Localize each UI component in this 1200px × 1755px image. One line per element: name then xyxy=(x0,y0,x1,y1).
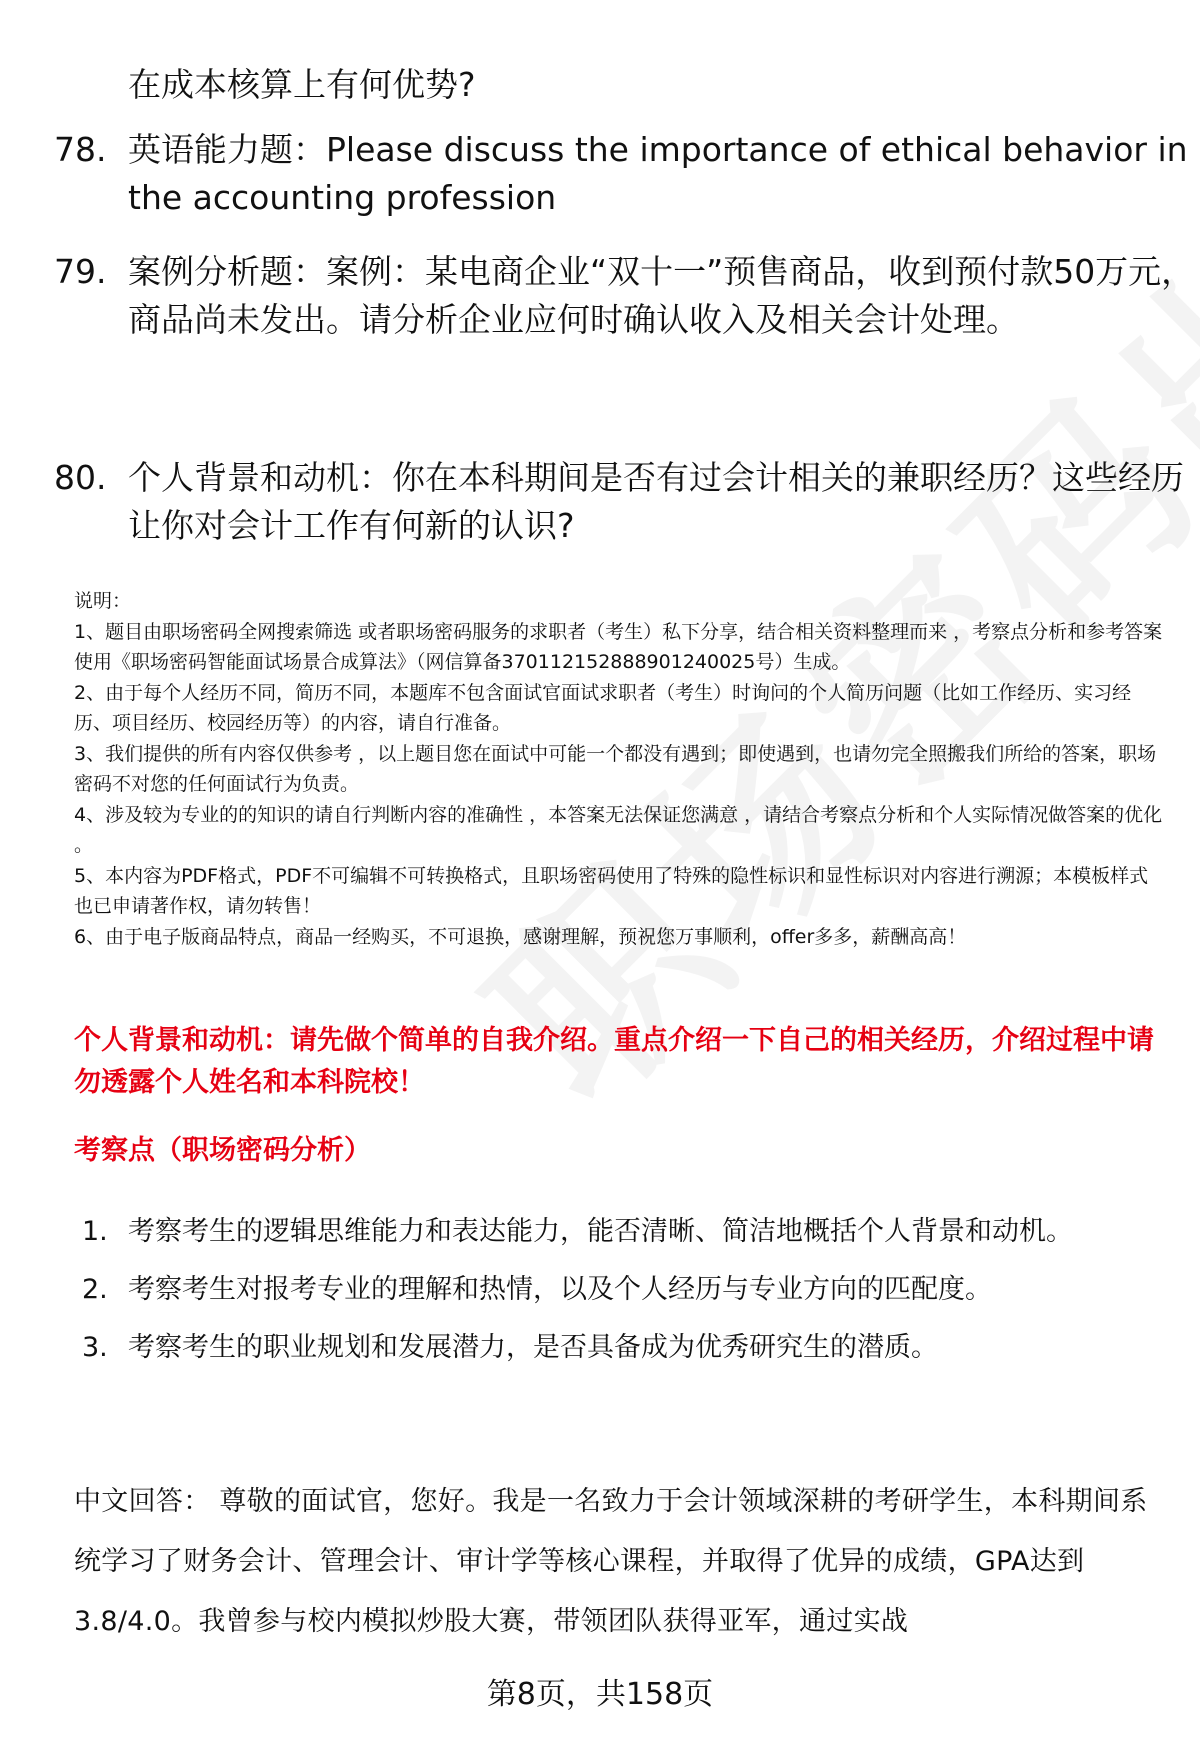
question-number: 79. xyxy=(54,252,107,291)
point-text: 考察考生的逻辑思维能力和表达能力，能否清晰、简洁地概括个人背景和动机。 xyxy=(128,1216,1073,1247)
page-footer: 第8页，共158页 xyxy=(486,1677,714,1712)
point-text: 考察考生对报考专业的理解和热情，以及个人经历与专业方向的匹配度。 xyxy=(128,1274,992,1305)
question-number: 78. xyxy=(54,130,107,169)
note-item: 3、我们提供的所有内容仅供参考 ，以上题目您在面试中可能一个都没有遇到；即使遇到，也请勿完全照搬我们所给的答案，职场密码不对您的任何面试行为负责。 xyxy=(74,742,1157,795)
point-text: 考察考生的职业规划和发展潜力，是否具备成为优秀研究生的潜质。 xyxy=(128,1332,938,1363)
highlight-question: 个人背景和动机：请先做个简单的自我介绍。重点介绍一下自己的相关经历，介绍过程中请勿透露个人姓名和本科院校！ xyxy=(74,1025,1154,1098)
question-text: 案例分析题：案例：某电商企业“双十一”预售商品，收到预付款50万元，商品尚未发出。请分析企业应何时确认收入及相关会计处理。 xyxy=(128,252,1195,339)
question-number: 80. xyxy=(54,458,107,497)
analysis-point xyxy=(82,1203,1162,1261)
analysis-title: 考察点（职场密码分析） xyxy=(74,1135,371,1166)
point-number: 2. xyxy=(82,1274,108,1305)
note-item: 5、本内容为PDF格式，PDF不可编辑不可转换格式，且职场密码使用了特殊的隐性标识和显性标识对内容进行溯源；本模板样式也已申请著作权，请勿转售！ xyxy=(74,864,1149,917)
answer-text: 中文回答： 尊敬的面试官，您好。我是一名致力于会计领域深耕的考研学生，本科期间系统学习了财务会计、管理会计、审计学等核心课程，并取得了优异的成绩，GPA达到3.8/4.0。我曾参与校内模拟炒股大赛，带领团队获得亚军，通过实战 xyxy=(74,1486,1148,1637)
analysis-point xyxy=(82,1319,1162,1377)
notes-title: 说明： xyxy=(74,590,132,612)
point-number: 1. xyxy=(82,1216,108,1247)
previous-question-continuation: 在成本核算上有何优势? xyxy=(128,65,476,104)
question-text: 个人背景和动机：你在本科期间是否有过会计相关的兼职经历？这些经历让你对会计工作有何新的认识? xyxy=(128,458,1184,545)
analysis-points xyxy=(82,1203,1162,1377)
note-item: 4、涉及较为专业的的知识的请自行判断内容的准确性 ，本答案无法保证您满意 ，请结合考察点分析和个人实际情况做答案的优化 。 xyxy=(74,803,1163,856)
note-item: 6、由于电子版商品特点，商品一经购买，不可退换，感谢理解，预祝您万事顺利，offer多多，薪酬高高！ xyxy=(74,925,967,948)
analysis-point xyxy=(82,1261,1162,1319)
note-item: 1、题目由职场密码全网搜索筛选 或者职场密码服务的求职者（考生）私下分享，结合相关资料整理而来 ，考察点分析和参考答案使用《职场密码智能面试场景合成算法》（网信算备370112152888901240025号）生成。 xyxy=(74,620,1163,673)
point-number: 3. xyxy=(82,1332,108,1363)
notes-section xyxy=(74,586,1164,952)
note-item: 2、由于每个人经历不同，简历不同，本题库不包含面试官面试求职者（考生）时询问的个人简历问题（比如工作经历、实习经历、项目经历、校园经历等）的内容，请自行准备。 xyxy=(74,681,1132,734)
question-text: 英语能力题：Please discuss the importance of ethical behavior in the accounting profession xyxy=(128,130,1188,217)
